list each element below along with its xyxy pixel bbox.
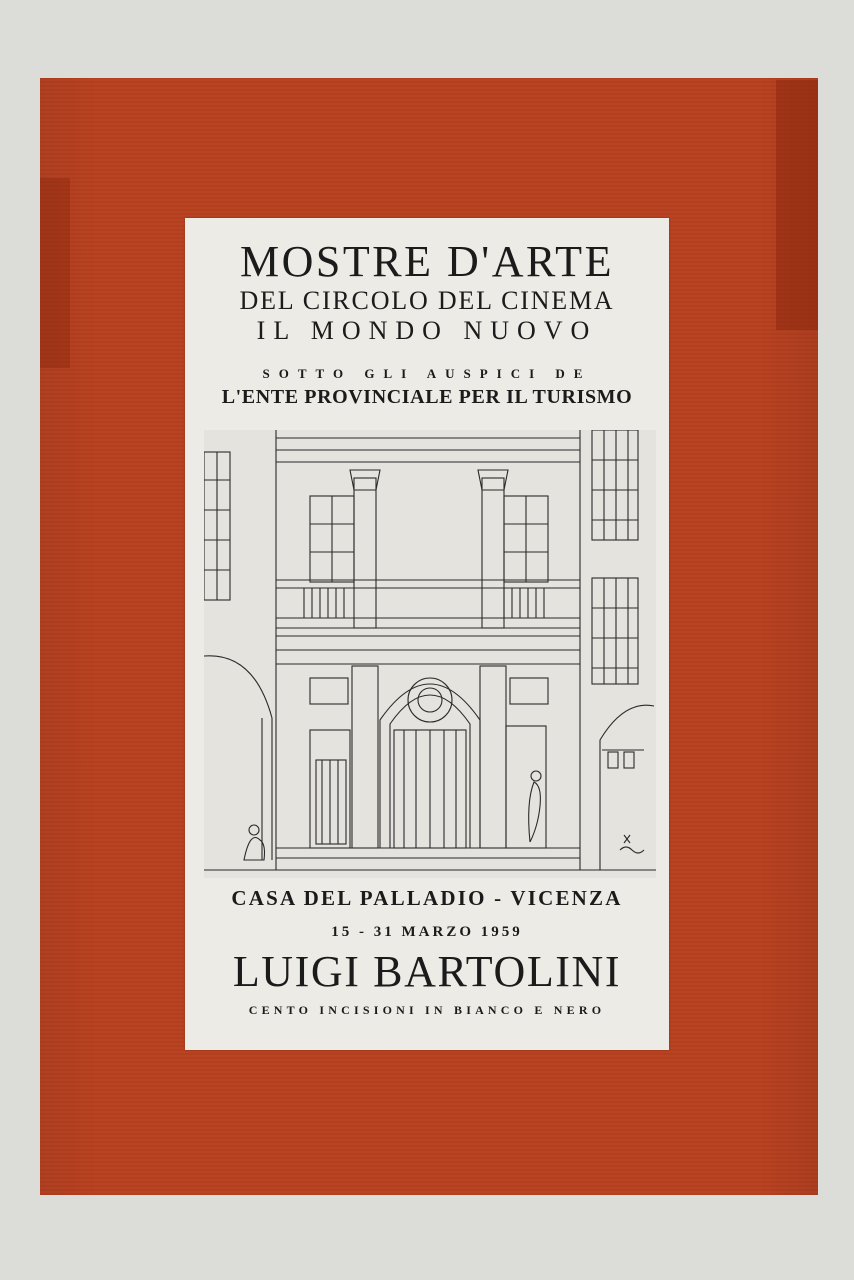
ente-line: L'ENTE PROVINCIALE PER IL TURISMO <box>221 386 633 408</box>
venue-line: CASA DEL PALLADIO - VICENZA <box>231 886 623 910</box>
tape-strip-right <box>776 80 818 330</box>
poster-title: MOSTRE D'ARTE <box>240 237 614 286</box>
dates-line: 15 - 31 MARZO 1959 <box>331 924 523 940</box>
exhibition-description: CENTO INCISIONI IN BIANCO E NERO <box>248 1003 606 1017</box>
palladio-facade-drawing <box>204 430 656 878</box>
tape-strip-left <box>40 178 70 368</box>
poster-sheet <box>185 218 669 1050</box>
artist-name: LUIGI BARTOLINI <box>232 947 622 996</box>
poster-subtitle-mondo: IL MONDO NUOVO <box>256 316 598 345</box>
poster-subtitle-circle: DEL CIRCOLO DEL CINEMA <box>239 286 615 315</box>
auspices-line: SOTTO GLI AUSPICI DE <box>262 366 592 381</box>
